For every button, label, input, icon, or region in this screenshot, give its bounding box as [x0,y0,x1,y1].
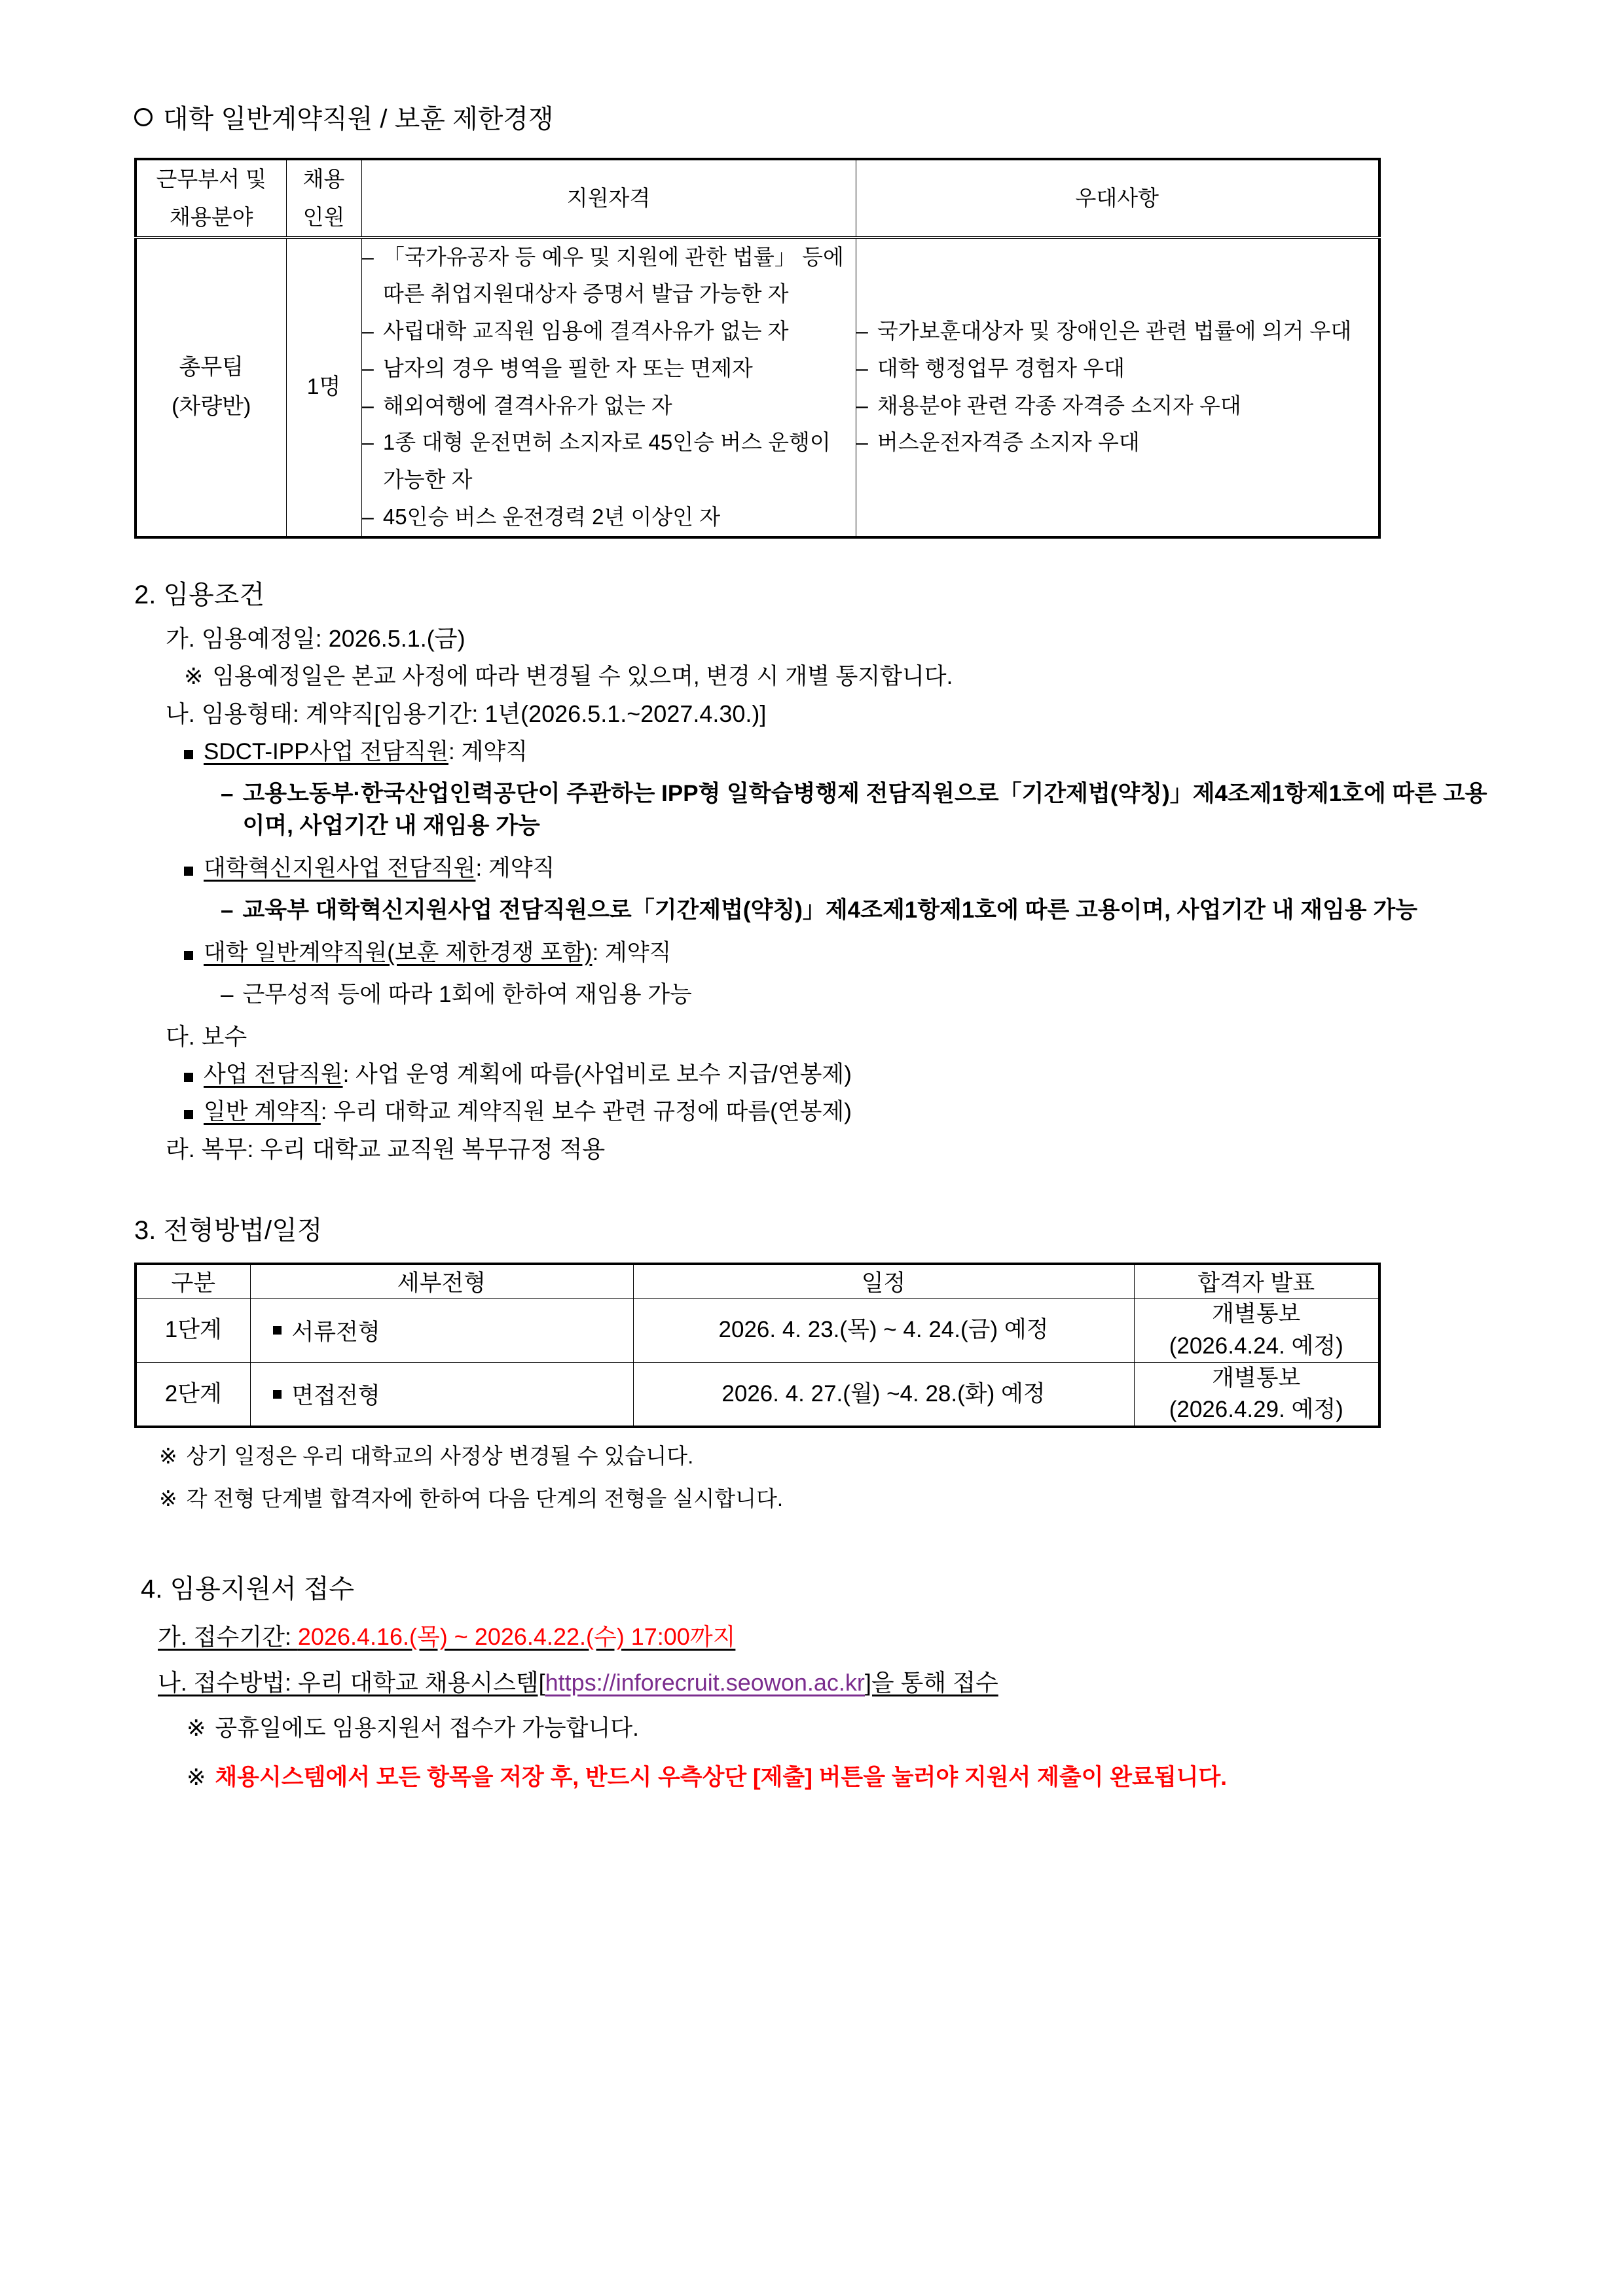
circle-bullet-icon [134,108,153,126]
list-item [856,387,1379,425]
section2-note-a-text: 임용예정일은 본교 사정에 따라 변경될 수 있으며, 변경 시 개별 통지합니다. [212,663,953,689]
dash-icon: – [856,430,868,455]
header-qualification-cell: 지원자격 [361,159,856,238]
section2-item-d: 라. 복무: 우리 대학교 교직원 복무규정 적용 [166,1136,606,1163]
dash-icon: – [221,897,234,923]
header-dept-cell [136,159,286,238]
square-bullet-icon [273,1326,282,1335]
schedule-table [134,1263,1381,1428]
section3-note [159,1488,1505,1509]
section2-b-item-rest: : 계약직 [592,939,672,965]
table-row [136,1362,1379,1427]
table-header-row [136,159,1379,238]
schedule-stage: 2단계 [136,1362,250,1427]
cell-department-line2: (차량반) [172,393,251,419]
section4-item-b-prefix: 나. 접수방법: 우리 대학교 채용시스템[ [158,1669,545,1696]
list-item-text: 사립대학 교직원 임용에 결격사유가 없는 자 [382,319,789,343]
schedule-announce-line2: (2026.4.24. 예정) [1169,1333,1343,1359]
list-item [362,239,856,314]
dash-icon: – [361,244,374,269]
schedule-announce-line1: 개별통보 [1212,1301,1301,1327]
qualification-table [134,158,1381,539]
list-item-text: 대학 행정업무 경험자 우대 [877,355,1125,380]
section4-item-a [134,1625,1505,1649]
schedule-header-stage: 구분 [136,1264,250,1299]
dash-icon: – [221,981,234,1007]
recruit-system-link[interactable]: https://inforecruit.seowon.ac.kr [545,1669,865,1696]
note-mark-icon: ※ [187,1715,206,1742]
section2-b-item [134,857,1505,880]
list-item [362,350,856,387]
note-mark-icon: ※ [159,1444,177,1469]
header-count-cell [286,159,361,238]
schedule-detail: 면접전형 [291,1383,380,1409]
section2-item-b: 나. 임용형태: 계약직[임용기간: 1년(2026.5.1.~2027.4.30.)] [166,700,767,727]
header-count-line2: 인원 [302,204,345,229]
section4-item-a-period: 2026.4.16.(목) ~ 2026.4.22.(수) 17:00까지 [297,1623,736,1651]
list-item-text: 45인승 버스 운전경력 2년 이상인 자 [382,504,721,529]
list-item-text: 버스운전자격증 소지자 우대 [877,430,1140,455]
header-preference-cell: 우대사항 [856,159,1379,238]
section2-b-item [134,740,1505,763]
cell-count: 1명 [286,238,361,537]
schedule-header-detail: 세부전형 [250,1264,633,1299]
cell-qualifications [361,238,856,537]
square-bullet-icon [184,951,193,960]
section4-item-b-suffix: ]을 통해 접수 [864,1669,998,1696]
schedule-detail-cell [250,1299,633,1363]
section4-item-a-prefix: 가. 접수기간: [158,1623,298,1651]
dash-icon: – [856,355,868,380]
section1-heading-label: 대학 일반계약직원 / 보훈 제한경쟁 [163,105,554,134]
section2-b-detail-text: 교육부 대학혁신지원사업 전담직원으로「기간제법(약칭)」제4조제1항제1호에 따른 고용이며, 사업기간 내 재임용 가능 [242,897,1417,923]
list-item-text: 해외여행에 결격사유가 없는 자 [382,393,672,418]
dash-icon: – [361,393,374,418]
section4-title: 4. 임용지원서 접수 [141,1575,355,1604]
section4-note-red [134,1766,1505,1789]
schedule-detail: 서류전형 [291,1319,380,1345]
header-count-line1: 채용 [302,167,345,191]
section2-b-detail [134,778,1505,842]
section2-note-a [134,665,1505,688]
section2-b-item-rest: : 계약직 [475,855,555,881]
section2-b-item-head: 대학혁신지원사업 전담직원 [204,855,476,881]
section2-b-detail-text: 고용노동부·한국산업인력공단이 주관하는 IPP형 일학습병행제 전담직원으로「기간제법(약칭)」제4조제1항제1호에 따른 고용이며, 사업기간 내 재임용 가능 [242,780,1487,839]
section4-note-red-text: 채용시스템에서 모든 항목을 저장 후, 반드시 우측상단 [제출] 버튼을 눌러야 지원서 제출이 완료됩니다. [215,1765,1227,1791]
header-dept-line2: 채용분야 [169,204,253,229]
list-item [362,313,856,350]
schedule-header-announce: 합격자 발표 [1134,1264,1379,1299]
dash-icon: – [856,393,868,418]
cell-department [136,238,286,537]
square-bullet-icon [184,867,193,876]
section2-item-a: 가. 임용예정일: 2026.5.1.(금) [166,624,465,652]
section2-b-detail [134,894,1505,927]
section3-note-text: 상기 일정은 우리 대학교의 사정상 변경될 수 있습니다. [186,1444,694,1469]
section2-b-detail-text: 근무성적 등에 따라 1회에 한하여 재임용 가능 [242,981,692,1007]
section2-title: 2. 임용조건 [134,580,265,609]
list-item-text: 채용분야 관련 각종 자격증 소지자 우대 [877,393,1241,418]
schedule-stage: 1단계 [136,1299,250,1363]
section4-note-black [134,1717,1505,1740]
note-mark-icon: ※ [159,1486,177,1511]
section2-c-item-rest: : 사업 운영 계획에 따름(사업비로 보수 지급/연봉제) [342,1062,852,1088]
list-item [362,424,856,499]
square-bullet-icon [184,1110,193,1119]
header-dept-line1: 근무부서 및 [156,167,267,191]
list-item-text: 국가보훈대상자 및 장애인은 관련 법률에 의거 우대 [877,319,1352,343]
schedule-announce-line1: 개별통보 [1212,1365,1301,1391]
note-mark-icon: ※ [184,663,204,689]
section2-c-item [134,1100,1505,1123]
schedule-announce-line2: (2026.4.29. 예정) [1169,1397,1343,1423]
section2-b-item-head: SDCT-IPP사업 전담직원 [204,738,448,764]
table-row [136,1299,1379,1363]
square-bullet-icon [184,750,193,759]
section4-item-b [134,1671,1505,1695]
square-bullet-icon [184,1073,193,1082]
table-row [136,238,1379,537]
section2-b-item-rest: : 계약직 [448,738,528,764]
section2-b-item-head: 대학 일반계약직원(보훈 제한경쟁 포함) [204,939,593,965]
list-item-text: 「국가유공자 등 예우 및 지원에 관한 법률」 등에 따른 취업지원대상자 증명서 발급 가능한 자 [382,244,850,306]
section2-c-item [134,1063,1505,1086]
schedule-announce-cell [1134,1299,1379,1363]
cell-preferences [856,238,1379,537]
section4-note-black-text: 공휴일에도 임용지원서 접수가 가능합니다. [215,1715,639,1742]
square-bullet-icon [273,1390,282,1399]
dash-icon: – [361,355,374,380]
schedule-header-row [136,1264,1379,1299]
list-item [362,387,856,425]
section3-title: 3. 전형방법/일정 [134,1216,323,1246]
schedule-announce-cell [1134,1362,1379,1427]
dash-icon: – [221,780,234,806]
dash-icon: – [361,319,374,343]
list-item [856,350,1379,387]
schedule-detail-cell [250,1362,633,1427]
cell-department-line1: 총무팀 [179,355,244,380]
note-mark-icon: ※ [187,1765,206,1791]
list-item [856,424,1379,461]
section3-note [159,1445,1505,1467]
section3-note-text: 각 전형 단계별 합격자에 한하여 다음 단계의 전형을 실시합니다. [186,1486,784,1511]
list-item [362,499,856,536]
schedule-date: 2026. 4. 23.(목) ~ 4. 24.(금) 예정 [633,1299,1134,1363]
dash-icon: – [361,430,374,455]
section2-c-item-head: 일반 계약직 [204,1099,321,1125]
section2-b-item [134,941,1505,964]
list-item-text: 1종 대형 운전면허 소지자로 45인승 버스 운행이 가능한 자 [382,430,837,492]
section2-b-detail [134,978,1505,1011]
schedule-header-date: 일정 [633,1264,1134,1299]
section2-c-item-head: 사업 전담직원 [204,1062,343,1088]
dash-icon: – [361,504,374,529]
list-item-text: 남자의 경우 병역을 필한 자 또는 면제자 [382,355,753,380]
list-item [856,313,1379,350]
schedule-date: 2026. 4. 27.(월) ~4. 28.(화) 예정 [633,1362,1134,1427]
dash-icon: – [856,319,868,343]
section2-c-item-rest: : 우리 대학교 계약직원 보수 관련 규정에 따름(연봉제) [320,1099,852,1125]
section2-item-c: 다. 보수 [166,1023,247,1050]
section1-heading [134,98,1505,135]
